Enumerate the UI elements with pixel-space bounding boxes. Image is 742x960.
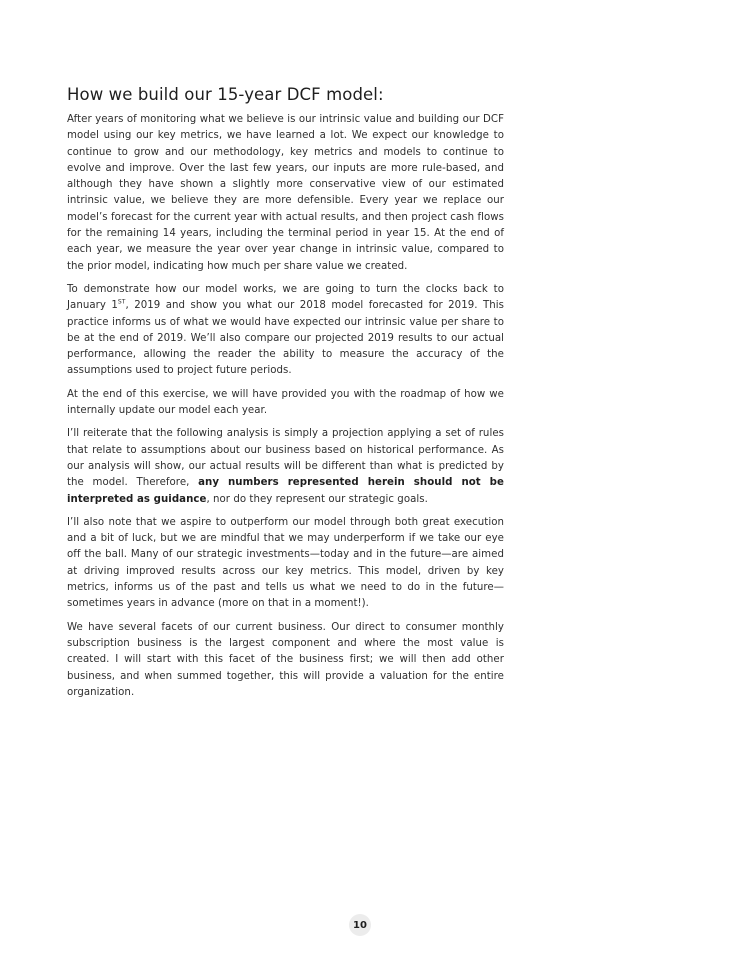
paragraph-roadmap: At the end of this exercise, we will have provided you with the roadmap of how we internally update our model each year.	[67, 388, 504, 417]
paragraph-intro: After years of monitoring what we believe is our intrinsic value and building our DCF model using our key metrics, we have learned a lot. We expect our knowledge to continue to grow and our methodology, key metrics and models to continue to evolve and improve. Over the last few years, our inputs are more rule-based, and although they have shown a slightly more conservative view of our estimated intrinsic value, we believe they are more defensible. Every year we replace our model’s forecast for the current year with actual results, and then project cash flows for the remaining 14 years, including the terminal period in year 15. At the end of each year, we measure the year over year change in intrinsic value, compared to the prior model, indicating how much per share value we created.	[67, 114, 504, 272]
paragraph-disclaimer-part-2: , nor do they represent our strategic goals.	[206, 493, 428, 505]
paragraph-disclaimer	[67, 426, 504, 507]
section-heading: How we build our 15-year DCF model:	[67, 85, 384, 104]
paragraph-disclaimer-part-1: I’ll reiterate that the following analysis is simply a projection applying a set of rules that relate to assumptions about our business based on historical performance. As our analysis will show, our actual results will be different than what is predicted by the model. Therefore,	[67, 428, 504, 489]
ordinal-superscript: ST	[117, 298, 126, 306]
paragraph-demonstration-part-2: , 2019 and show you what our 2018 model forecasted for 2019. This practice informs us of what we would have expected our intrinsic value per share to be at the end of 2019. We’ll also compare our projected 2019 results to our actual performance, allowing the reader the ability to measure the accuracy of the assumptions used to project future periods.	[67, 300, 504, 377]
paragraph-demonstration	[67, 282, 504, 380]
paragraph-business-facets: We have several facets of our current business. Our direct to consumer monthly subscription business is the largest component and where the most value is created. I will start with this facet of the business first; we will then add other business, and when summed together, this will provide a valuation for the entire organization.	[67, 621, 504, 698]
guidance-disclaimer-bold: any numbers represented herein should not be interpreted as guidance	[67, 477, 504, 505]
paragraph-demonstration-part-1: To demonstrate how our model works, we are going to turn the clocks back to January 1	[67, 283, 504, 312]
page-content	[67, 84, 504, 708]
page-number: 10	[349, 914, 371, 936]
paragraph-outperform: I’ll also note that we aspire to outperform our model through both great execution and a bit of luck, but we are mindful that we may underperform if we take our eye off the ball. Many of our strategic investments—today and in the future—are aimed at driving improved results across our key metrics. This model, driven by key metrics, informs us of the past and tells us what we need to do in the future—sometimes years in advance (more on that in a moment!).	[67, 516, 504, 610]
